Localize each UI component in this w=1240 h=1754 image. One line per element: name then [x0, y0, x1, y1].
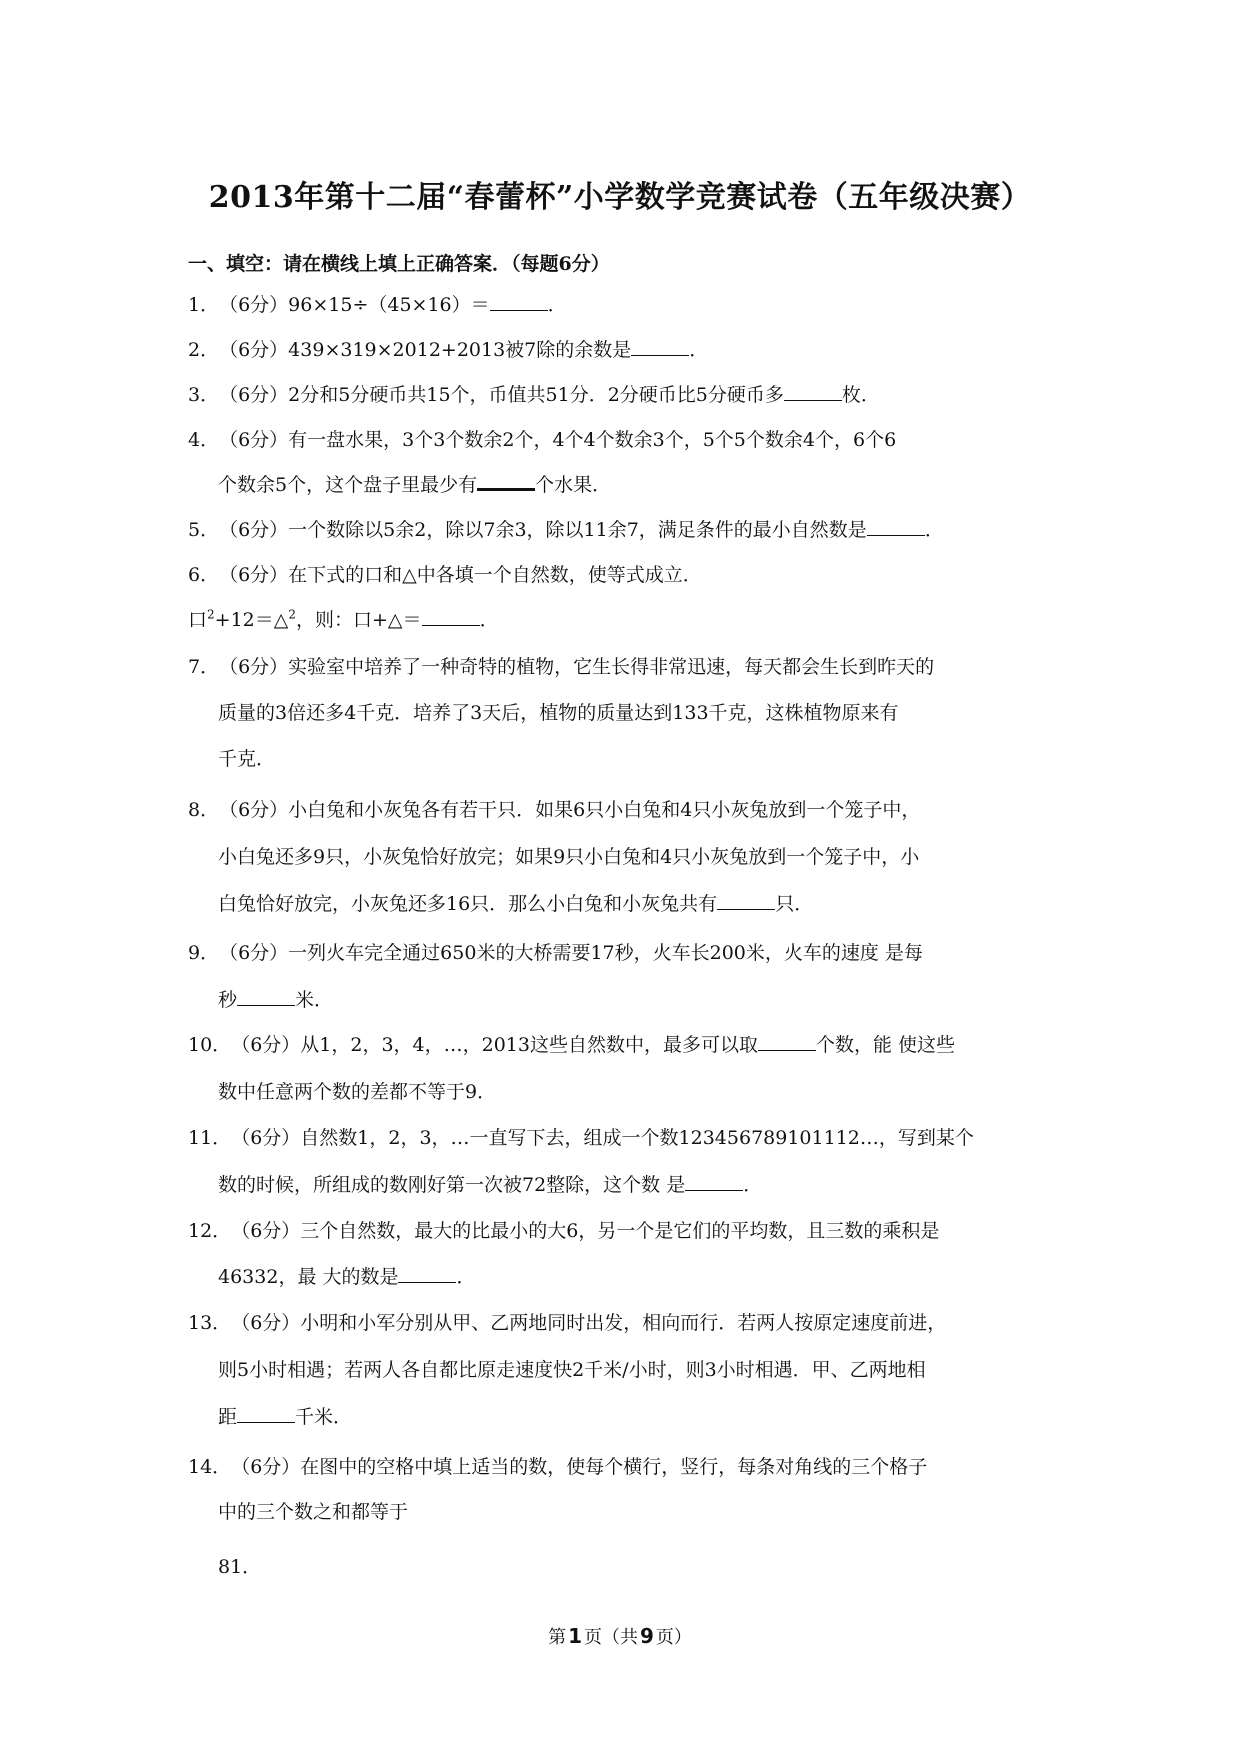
answer-blank[interactable] — [422, 611, 480, 626]
answer-blank[interactable] — [717, 895, 775, 910]
question-8-cont: 白兔恰好放完，小灰兔还多16只．那么小白兔和小灰兔共有 只． — [218, 893, 814, 915]
page-title: 2013年第十二届“春蕾杯”小学数学竞赛试卷（五年级决赛） — [208, 180, 1032, 215]
question-8: 8．（6分）小白兔和小灰兔各有若干只．如果6只小白兔和4只小灰兔放到一个笼子中， — [188, 799, 921, 821]
question-7-cont: 质量的3倍还多4千克．培养了3天后，植物的质量达到133千克，这株植物原来有 — [218, 702, 899, 724]
question-9: 9．（6分）一列火车完全通过650米的大桥需要17秒，火车长200米，火车的速度 是每 — [188, 942, 923, 964]
page-footer: 第 1 页（共 9 页） — [548, 1624, 692, 1648]
question-11-cont: 数的时候，所组成的数刚好第一次被72整除，这个数 是 ． — [218, 1174, 763, 1196]
answer-blank[interactable] — [685, 1176, 743, 1191]
question-6: 6．（6分）在下式的口和△中各填一个自然数，使等式成立． — [188, 564, 702, 586]
answer-blank[interactable] — [477, 474, 535, 491]
answer-blank[interactable] — [784, 386, 842, 401]
page-number: 1 — [568, 1624, 582, 1648]
question-14: 14．（6分）在图中的空格中填上适当的数，使每个横行，竖行，每条对角线的三个格子 — [188, 1456, 928, 1478]
question-14-cont: 中的三个数之和都等于 — [218, 1501, 409, 1523]
answer-blank[interactable] — [631, 341, 689, 356]
question-3: 3．（6分）2分和5分硬币共15个，币值共51分．2分硬币比5分硬币多 枚． — [188, 384, 880, 406]
question-6-equation: 口$^2$+12＝△$^2$，则：口+△＝ ． — [188, 607, 499, 631]
section-heading: 一、填空：请在横线上填上正确答案．（每题6分） — [188, 253, 610, 275]
page-total: 9 — [640, 1624, 654, 1648]
question-11: 11．（6分）自然数1，2，3，…一直写下去，组成一个数123456789101112…，写到某个 — [188, 1127, 974, 1149]
question-8-cont: 小白兔还多9只，小灰兔恰好放完；如果9只小白兔和4只小灰兔放到一个笼子中，小 — [218, 846, 920, 868]
question-12: 12．（6分）三个自然数，最大的比最小的大6，另一个是它们的平均数，且三数的乘积是 — [188, 1220, 940, 1242]
question-4-cont: 个数余5个，这个盘子里最少有 个水果． — [218, 474, 612, 496]
question-13: 13．（6分）小明和小军分别从甲、乙两地同时出发，相向而行．若两人按原定速度前进， — [188, 1312, 947, 1334]
question-4: 4．（6分）有一盘水果，3个3个数余2个，4个4个数余3个，5个5个数余4个，6个6 — [188, 429, 897, 451]
question-13-cont: 距 千米． — [218, 1406, 353, 1428]
answer-blank[interactable] — [398, 1268, 456, 1283]
question-10-cont: 数中任意两个数的差都不等于9． — [218, 1081, 497, 1103]
question-2: 2．（6分）439×319×2012+2013被7除的余数是 ． — [188, 339, 709, 361]
answer-blank[interactable] — [758, 1036, 816, 1051]
question-12-cont: 46332，最 大的数是 ． — [218, 1266, 476, 1288]
question-10: 10．（6分）从1，2，3，4，…，2013这些自然数中，最多可以取 个数，能 使这些 — [188, 1034, 956, 1056]
question-1: 1．（6分）96×15÷（45×16）＝ ． — [188, 294, 567, 316]
answer-blank[interactable] — [237, 991, 295, 1006]
question-7: 7．（6分）实验室中培养了一种奇特的植物，它生长得非常迅速，每天都会生长到昨天的 — [188, 656, 935, 678]
question-13-cont: 则5小时相遇；若两人各自都比原走速度快2千米/小时，则3小时相遇．甲、乙两地相 — [218, 1359, 926, 1381]
question-5: 5．（6分）一个数除以5余2，除以7余3，除以11余7，满足条件的最小自然数是 ． — [188, 519, 944, 541]
answer-blank[interactable] — [490, 296, 548, 311]
question-9-cont: 秒 米． — [218, 989, 334, 1011]
answer-blank[interactable] — [867, 521, 925, 536]
answer-blank[interactable] — [237, 1408, 295, 1423]
question-14-cont: 81． — [218, 1556, 262, 1578]
question-7-cont: 千克． — [218, 748, 276, 770]
